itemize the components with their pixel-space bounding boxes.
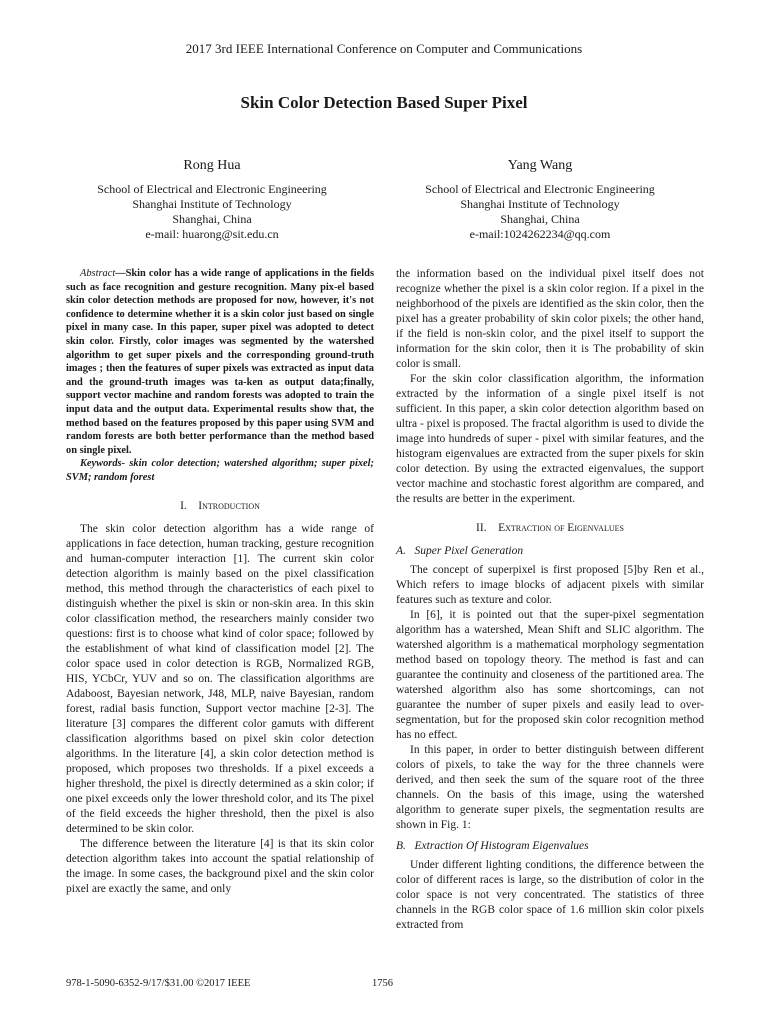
author-location: Shanghai, China: [500, 212, 580, 226]
right-column: [396, 267, 704, 933]
paragraph: For the skin color classification algorithm, the information extracted by the information of a single pixel itself is not sufficient. In this paper, a skin color detection algorithm based on ultra - pixel is proposed. The fractal algorithm is used to divide the image into hundreds of super - pixel with similar features, and the histogram eigenvalues are extracted from the super pixels for skin color detection. By using the extracted eigenvalues, the support vector machine and stochastic forest algorithm are compared, and the results are better in the experiment.: [396, 373, 704, 505]
subsection-heading-b: [396, 839, 704, 854]
section-number: II.: [476, 522, 487, 534]
section-title: Introduction: [198, 499, 260, 512]
section-number: I.: [180, 499, 187, 512]
author-affiliation: School of Electrical and Electronic Engineering: [97, 182, 327, 196]
section-heading-eigenvalues: [396, 521, 704, 536]
paragraph: The difference between the literature [4] is that its skin color detection algorithm takes into account the spatial relationship of the image. In some cases, the background pixel and the skin color pixel are exactly the same, and only: [66, 837, 374, 895]
author-location: Shanghai, China: [172, 212, 252, 226]
section-title: Extraction of Eigenvalues: [498, 522, 624, 534]
keywords: Keywords- skin color detection; watershed algorithm; super pixel; SVM; random forest: [66, 458, 374, 483]
author-block-2: [370, 158, 710, 242]
page-number: 1756: [372, 978, 393, 989]
paragraph: In this paper, in order to better distinguish between different colors of pixels, to take the way for the three channels were derived, and then seek the sum of the square root of the three channels. On the basis of this image, using the watershed algorithm to generate super pixels, the segmentation results are shown in Fig. 1:: [396, 744, 704, 831]
paragraph: the information based on the individual pixel itself does not recognize whether the pixel is a skin color region. If a pixel in the neighborhood of the pixels are identified as the skin color, then the pixel has a greater probability of skin color pixels; the other hand, if the field is non-skin color, and the pixel itself to support the information for the skin color, then it is The probability of skin color is small.: [396, 268, 704, 370]
footer-isbn: 978-1-5090-6352-9/17/$31.00 ©2017 IEEE: [66, 978, 251, 989]
paragraph: The skin color detection algorithm has a wide range of applications in face detection, human tracking, gesture recognition and human-computer interaction [1]. The current skin color detection algorithm is mainly based on the pixel classification method, this method through the characteristics of each pixel to distinguish whether the pixel is skin or non-skin area. In this skin color classification method, the researchers mainly consider two questions: first is to choose what kind of color space; followed by the establishment of what kind of classification model [2]. The color space used in color detection is RGB, Normalized RGB, HIS, YCbCr, YUV and so on. The classification algorithms are Adaboost, Bayesian network, J48, MLP, naive Bayesian, random forest, radial basis function, Support vector machine [2-3]. The literature [3] compares the different color gamuts with different classification algorithms based on pixel skin color detection algorithms. In the literature [4], a skin color detection method is proposed, which proposes two thresholds. If a pixel exceeds a higher threshold, the pixel is directly determined as a skin color; if one pixel exceeds only the lower threshold color, and its The pixel of the field exceeds the higher threshold, then the pixel is also determined to be skin color.: [66, 522, 374, 835]
paragraph: The concept of superpixel is first proposed [5]by Ren et al., Which refers to image blocks of adjacent pixels with similar features such as texture and color.: [396, 564, 704, 606]
subsection-title: Super Pixel Generation: [414, 545, 524, 557]
left-column: [66, 267, 374, 897]
author-email: e-mail:1024262234@qq.com: [469, 227, 611, 241]
author-name: Yang Wang: [507, 158, 573, 173]
author-institution: Shanghai Institute of Technology: [460, 197, 620, 211]
author-affiliation: School of Electrical and Electronic Engineering: [425, 182, 655, 196]
subsection-title: Extraction Of Histogram Eigenvalues: [414, 840, 589, 852]
paragraph: In [6], it is pointed out that the super-pixel segmentation algorithm has a watershed, Mean Shift and SLIC algorithm. The watershed algorithm is a mathematical morphology segmentation method based on topology theory. The method is fast and can guarantee the continuity and closeness of the partitioned area. The watershed algorithm also has some shortcomings, can not guarantee the number of super pixels and easily lead to over-segmentation, but for the proposed skin color recognition method has no effect.: [396, 609, 704, 741]
paragraph: Under different lighting conditions, the difference between the color of different races is large, so the distribution of color in the color space is not very concentrated. The statistics of three channels in the RGB color space of 1.6 million skin color pixels extracted from: [396, 859, 704, 931]
abstract-text: Skin color has a wide range of applications in the fields such as face recognition and gesture recognition. Many pix-el based skin color detection methods are proposed for now, however, it's not confidence to determine whether it is a skin color just based on single pixel in many case. In this paper, super pixel was adopted to detect skin color. Firstly, color images was segmented by the watershed algorithm to get super pixels and the corresponding ground-truth images ; then the features of super pixels was extracted as input data and the ground-truth images was ta-ken as output data;finally, support vector machine and random forests was adopted to train the input data and the output data. Experimental results show that, the method based on the features proposed by this paper using SVM and random forests are both better performance than the method based on single pixel.: [66, 268, 374, 456]
subsection-label: B.: [396, 840, 406, 852]
author-email: e-mail: huarong@sit.edu.cn: [145, 227, 279, 241]
abstract-lead: Abstract: [80, 268, 116, 279]
author-block-1: [42, 158, 382, 242]
subsection-label: A.: [396, 545, 406, 557]
abstract: [66, 267, 374, 457]
abstract-dash: —: [115, 268, 126, 279]
section-heading-introduction: [66, 499, 374, 514]
author-institution: Shanghai Institute of Technology: [132, 197, 292, 211]
conference-header: 2017 3rd IEEE International Conference on Computer and Communications: [185, 41, 583, 56]
paper-title: Skin Color Detection Based Super Pixel: [240, 93, 528, 112]
author-name: Rong Hua: [183, 158, 241, 173]
subsection-heading-a: [396, 544, 704, 559]
